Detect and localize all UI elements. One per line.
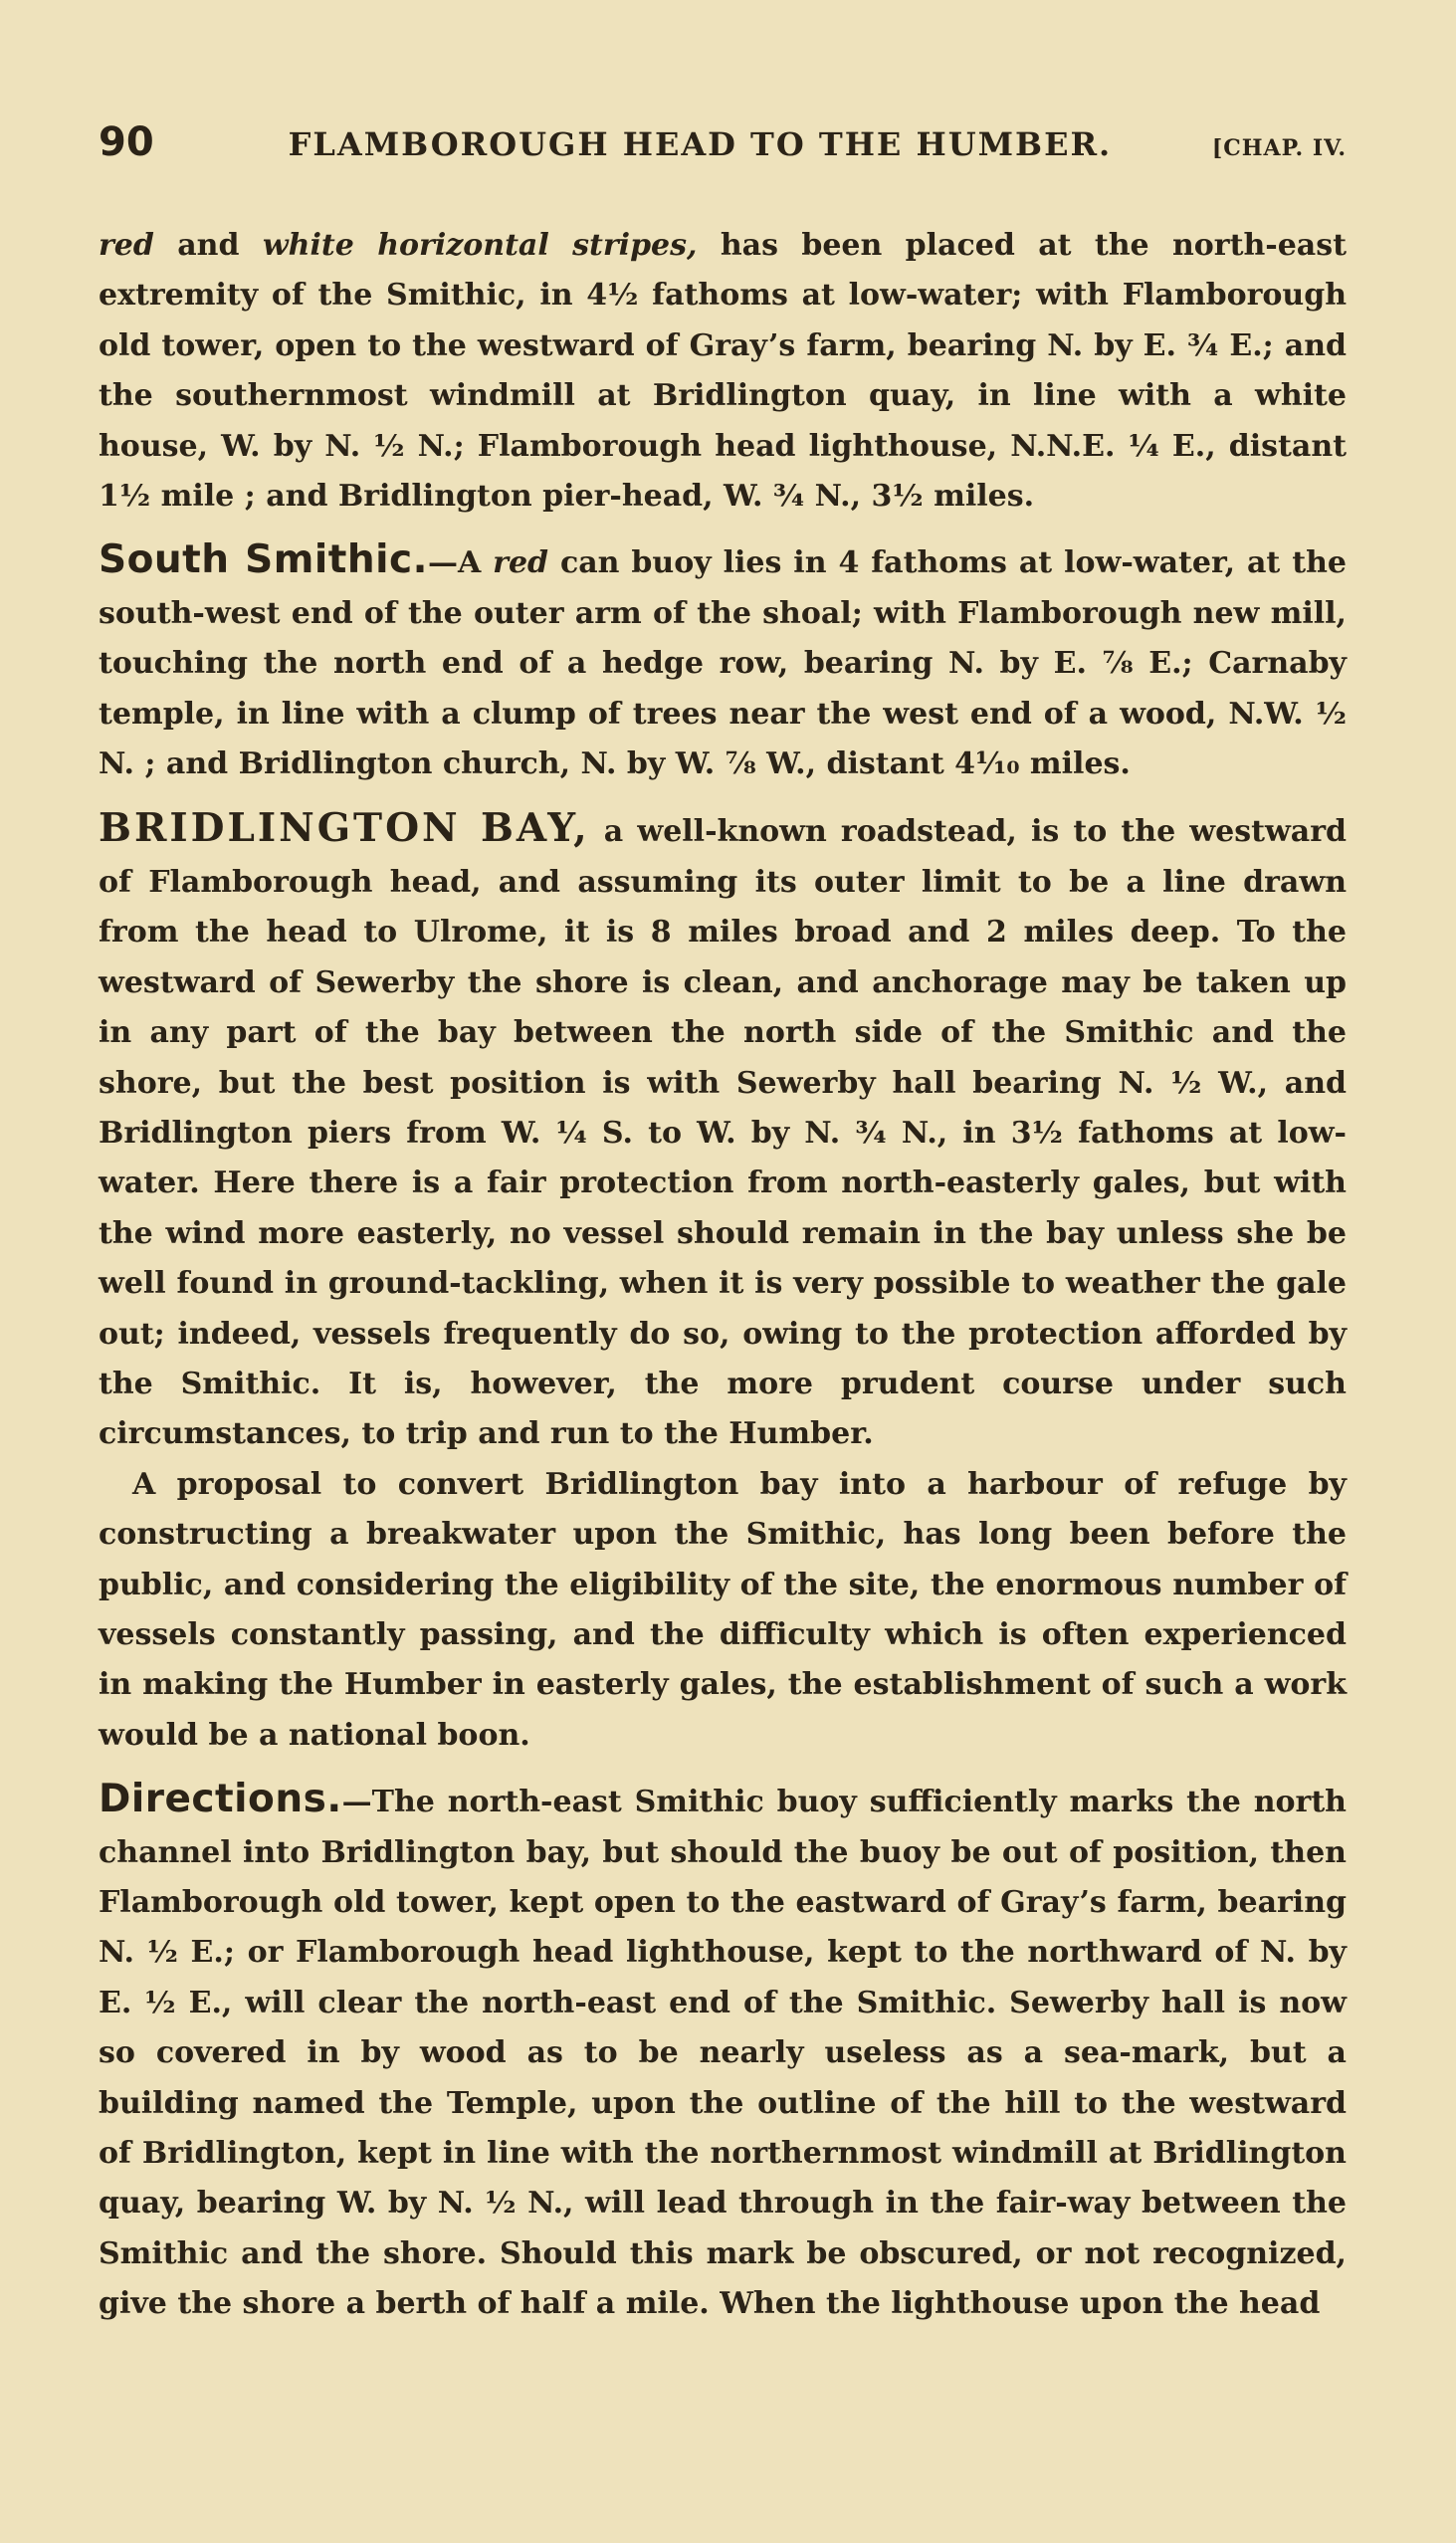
emphasis-red: red [99, 228, 154, 263]
paragraph-text: has been placed at the north-east extremity of the Smithic, in 4½ fathoms at low-water; with Flamborough old tower, open to the westward of Gray’s farm, bearing N. by E. ¾ E.; and the southernmost windmill at Bridlington quay, in line with a white house, W. by N. ½ N.; Flamborough head lighthouse, N.N.E. ¼ E., distant 1½ mile ; and Bridlington pier-head, W. ¾ N., 3½ miles. [99, 228, 1347, 515]
section-heading-directions: Directions. [99, 1777, 342, 1822]
page-number: 90 [99, 119, 154, 165]
paragraph-text: —A [427, 545, 494, 581]
paragraph-directions [99, 1775, 1347, 2329]
paragraph-bridlington-bay [99, 803, 1347, 1459]
paragraph-north-east-smithic-buoy [99, 221, 1347, 522]
paragraph-text: —The north-east Smithic buoy sufficiently marks the north channel into Bridlington bay, but should the buoy be out of position, then Flamborough old tower, kept open to the eastward of Gray’s farm, bearing N. ½ E.; or Flamborough head lighthouse, kept to the northward of N. by E. ½ E., will clear the north-east end of the Smithic. Sewerby hall is now so covered in by wood as to be nearly useless as a sea-mark, but a building named the Temple, upon the outline of the hill to the westward of Bridlington, kept in line with the northernmost windmill at Bridlington quay, bearing W. by N. ½ N., will lead through in the fair-way between the Smithic and the shore. Should this mark be obscured, or not recognized, give the shore a berth of half a mile. When the lighthouse upon the head [99, 1785, 1347, 2322]
body-text [99, 221, 1347, 2330]
paragraph-harbour-of-refuge [99, 1460, 1347, 1761]
running-head [99, 119, 1347, 181]
paragraph-text: A proposal to convert Bridlington bay into a harbour of refuge by constructing a breakwater upon the Smithic, has long been before the public, and considering the eligibility of the site, the enormous number of vessels constantly passing, and the difficulty which is often experienced in making the Humber in easterly gales, the establishment of such a work would be a national boon. [99, 1466, 1347, 1753]
emphasis-stripes: white horizontal stripes, [262, 228, 698, 263]
section-heading-south-smithic: South Smithic. [99, 537, 428, 583]
section-heading-bridlington-bay: BRIDLINGTON BAY, [99, 805, 590, 852]
paragraph-text: a well-known roadstead, is to the westward of Flamborough head, and assuming its outer limit to be a line drawn from the head to Ulrome, it is 8 miles broad and 2 miles deep. To the westward of Sewerby the shore is clean, and anchorage may be taken up in any part of the bay between the north side of the Smithic and the shore, but the best position is with Sewerby hall bearing N. ½ W., and Bridlington piers from W. ¼ S. to W. by N. ¾ N., in 3½ fathoms at low-water. Here there is a fair protection from north-easterly gales, but with the wind more easterly, no vessel should remain in the bay unless she be well found in ground-tackling, when it is very possible to weather the gale out; indeed, vessels frequently do so, owing to the protection afforded by the Smithic. It is, however, the more prudent course under such circumstances, to trip and run to the Humber. [99, 814, 1347, 1452]
paragraph-text: and [153, 228, 263, 263]
emphasis-red: red [493, 545, 549, 581]
paragraph-south-smithic [99, 535, 1347, 789]
running-title: FLAMBOROUGH HEAD TO THE HUMBER. [288, 125, 1113, 163]
paragraph-text: can buoy lies in 4 fathoms at low-water, at the south-west end of the outer arm of the shoal; with Flamborough new mill, touching the north end of a hedge row, bearing N. by E. ⅞ E.; Carnaby temple, in line with a clump of trees near the west end of a wood, N.W. ½ N. ; and Bridlington church, N. by W. ⅞ W., distant 4¹⁄₁₀ miles. [99, 545, 1347, 782]
chapter-reference: [CHAP. IV. [1211, 135, 1347, 161]
